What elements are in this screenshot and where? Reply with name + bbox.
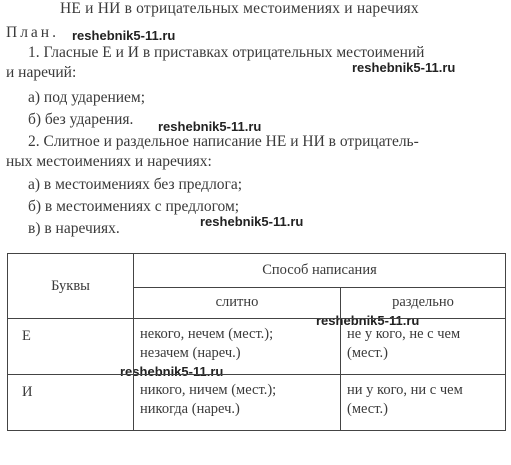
- plan-item-2: 2. Слитное и раздельное написание НЕ и НИ в отрицатель-: [28, 133, 419, 150]
- separate-cell: [341, 319, 506, 375]
- joined-cell: [134, 375, 341, 431]
- table-row: [8, 375, 506, 431]
- header-joined: слитно: [134, 287, 341, 318]
- watermark: reshebnik5-11.ru: [316, 313, 420, 328]
- separate-cell: [341, 375, 506, 431]
- joined-cell: [134, 319, 341, 375]
- plan-item-1-cont: и наречий:: [6, 64, 77, 81]
- separate-line: не у кого, не с чем: [347, 326, 461, 342]
- table-row: [8, 319, 506, 375]
- joined-line: некого, нечем (мест.);: [140, 326, 274, 342]
- plan-item-1b: б) без ударения.: [28, 111, 134, 128]
- watermark: reshebnik5-11.ru: [72, 28, 176, 43]
- separate-line: ни у кого, ни с чем: [347, 382, 463, 398]
- plan-item-2-cont: ных местоимениях и наречиях:: [6, 153, 212, 170]
- spelling-table: [7, 253, 506, 431]
- separate-line: (мест.): [347, 345, 388, 361]
- watermark: reshebnik5-11.ru: [158, 119, 262, 134]
- plan-item-2a: а) в местоимениях без предлога;: [28, 176, 243, 193]
- plan-item-1: 1. Гласные Е и И в приставках отрицательных местоимений: [28, 44, 425, 61]
- row-letter: И: [8, 375, 134, 431]
- watermark: reshebnik5-11.ru: [120, 364, 224, 379]
- separate-line: (мест.): [347, 401, 388, 417]
- page-title: НЕ и НИ в отрицательных местоимениях и наречиях: [60, 0, 419, 17]
- watermark: reshebnik5-11.ru: [352, 60, 456, 75]
- plan-label: План.: [6, 24, 59, 41]
- joined-line: незачем (нареч.): [140, 345, 241, 361]
- plan-item-1a: а) под ударением;: [28, 89, 146, 106]
- header-spelling-way: Способ написания: [134, 254, 506, 288]
- header-letters: Буквы: [8, 254, 134, 319]
- header-separate: раздельно: [341, 287, 506, 318]
- joined-line: никогда (нареч.): [140, 401, 240, 417]
- plan-item-2c: в) в наречиях.: [28, 220, 120, 237]
- plan-item-2b: б) в местоимениях с предлогом;: [28, 198, 240, 215]
- row-letter: Е: [8, 319, 134, 375]
- joined-line: никого, ничем (мест.);: [140, 382, 277, 398]
- watermark: reshebnik5-11.ru: [200, 214, 304, 229]
